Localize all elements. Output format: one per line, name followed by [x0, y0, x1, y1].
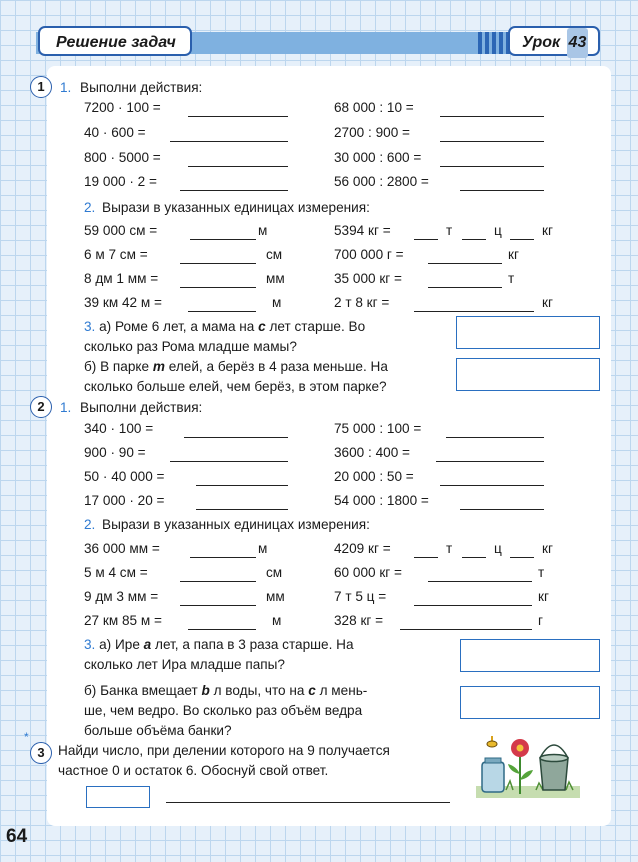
b2-t1-left-0: 340 · 100 =: [84, 421, 154, 436]
b1-t2-left-1: 6 м 7 см =: [84, 247, 148, 262]
answer-line[interactable]: [414, 557, 438, 558]
answer-line[interactable]: [196, 485, 288, 486]
b1-t2-right-0: 5394 кг =: [334, 223, 391, 238]
answer-line[interactable]: [180, 605, 256, 606]
answer-line[interactable]: [440, 116, 544, 117]
variable: b: [201, 683, 210, 698]
b1-t3b-text2: елей, а берёз в 4 раза меньше. На: [168, 359, 388, 374]
b2-t1-left-2: 50 · 40 000 =: [84, 469, 165, 484]
unit-label: т: [508, 271, 515, 286]
answer-line[interactable]: [428, 263, 502, 264]
answer-line[interactable]: [188, 629, 256, 630]
b2-t2-right-0: 4209 кг =: [334, 541, 391, 556]
answer-line[interactable]: [436, 461, 544, 462]
b1-task3-b-line1: [84, 358, 388, 376]
b1-t1-right-0: 68 000 : 10 =: [334, 100, 414, 115]
answer-line[interactable]: [190, 557, 256, 558]
b1-t2-left-3: 39 км 42 м =: [84, 295, 162, 310]
b1-t2-right-3: 2 т 8 кг =: [334, 295, 390, 310]
b2-t2-left-1: 5 м 4 см =: [84, 565, 148, 580]
b1-t3a-text2: лет старше. Во: [269, 319, 366, 334]
answer-line[interactable]: [440, 141, 544, 142]
unit-label: м: [258, 541, 268, 556]
answer-line[interactable]: [462, 239, 486, 240]
b2-t2-right-2: 7 т 5 ц =: [334, 589, 387, 604]
block-1-number: 1: [30, 76, 52, 98]
b2-task3-a-line2: сколько лет Ира младше папы?: [84, 657, 285, 672]
b2-t2-left-3: 27 км 85 м =: [84, 613, 162, 628]
b2-t3a-text2: лет, а папа в 3 раза старше. На: [155, 637, 354, 652]
b1-t1-left-2: 800 · 5000 =: [84, 150, 161, 165]
b2-task3-b-line3: больше объёма банки?: [84, 723, 232, 738]
answer-line[interactable]: [196, 509, 288, 510]
answer-line[interactable]: [446, 437, 544, 438]
b2-task2-number: 2.: [84, 517, 96, 532]
b1-t1-left-0: 7200 · 100 =: [84, 100, 161, 115]
lesson-label: Урок: [522, 34, 561, 51]
b1-t1-right-3: 56 000 : 2800 =: [334, 174, 429, 189]
answer-line[interactable]: [188, 166, 288, 167]
unit-t: т: [446, 541, 453, 556]
answer-box[interactable]: [460, 639, 600, 672]
unit-label: кг: [538, 589, 549, 604]
b2-t2-right-3: 328 кг =: [334, 613, 384, 628]
answer-line[interactable]: [180, 190, 288, 191]
answer-line[interactable]: [428, 581, 532, 582]
page-number: 64: [6, 826, 28, 847]
variable: с: [308, 683, 316, 698]
block-3-number: 3: [30, 742, 52, 764]
b3-line2: частное 0 и остаток 6. Обоснуй свой ответ.: [58, 763, 329, 778]
b2-task1-title: Выполни действия:: [80, 400, 203, 415]
b2-t1-right-2: 20 000 : 50 =: [334, 469, 414, 484]
difficulty-star-icon: *: [24, 730, 29, 744]
b1-t1-left-3: 19 000 · 2 =: [84, 174, 157, 189]
answer-line[interactable]: [460, 190, 544, 191]
b1-t2-unit-3: м: [272, 295, 282, 310]
b2-task2-title: Вырази в указанных единицах измерения:: [102, 517, 370, 532]
unit-c: ц: [494, 541, 502, 556]
variable: с: [258, 319, 266, 334]
b2-t2-right-1: 60 000 кг =: [334, 565, 402, 580]
answer-line[interactable]: [188, 116, 288, 117]
answer-line[interactable]: [440, 166, 544, 167]
unit-c: ц: [494, 223, 502, 238]
unit-label: мм: [266, 589, 285, 604]
b1-t2-unit-2: мм: [266, 271, 285, 286]
variable: т: [152, 359, 165, 374]
b1-task2-number: 2.: [84, 200, 96, 215]
b1-task3-number: 3.: [84, 319, 96, 334]
answer-line[interactable]: [440, 485, 544, 486]
header-stripes: [478, 32, 510, 54]
answer-line[interactable]: [184, 437, 288, 438]
unit-label: кг: [508, 247, 519, 262]
b1-t2-right-1: 700 000 г =: [334, 247, 404, 262]
b1-t2-unit-0: м: [258, 223, 268, 238]
b1-t2-left-2: 8 дм 1 мм =: [84, 271, 159, 286]
b1-task2-title: Вырази в указанных единицах измерения:: [102, 200, 370, 215]
answer-line[interactable]: [170, 461, 288, 462]
b2-t3b-text3: л мень-: [319, 683, 368, 698]
answer-line[interactable]: [510, 557, 534, 558]
b2-t3b-text2: л воды, что на: [213, 683, 305, 698]
answer-box[interactable]: [456, 316, 600, 349]
unit-label: т: [538, 565, 545, 580]
unit-label: м: [272, 613, 282, 628]
b2-t3b-text: б) Банка вмещает: [84, 683, 198, 698]
unit-t: т: [446, 223, 453, 238]
unit-label: см: [266, 565, 283, 580]
answer-line[interactable]: [460, 509, 544, 510]
answer-line[interactable]: [188, 311, 256, 312]
answer-line[interactable]: [414, 311, 534, 312]
b2-task3-a-line1: [84, 636, 354, 654]
b1-t2-left-0: 59 000 см =: [84, 223, 158, 238]
answer-line[interactable]: [170, 141, 288, 142]
answer-line[interactable]: [180, 581, 256, 582]
answer-line[interactable]: [414, 239, 438, 240]
b2-t2-left-0: 36 000 мм =: [84, 541, 160, 556]
b1-t2-right-2: 35 000 кг =: [334, 271, 402, 286]
b2-task3-b-line2: ше, чем ведро. Во сколько раз объём ведра: [84, 703, 363, 718]
b2-t1-right-3: 54 000 : 1800 =: [334, 493, 429, 508]
b2-t1-left-3: 17 000 · 20 =: [84, 493, 165, 508]
b1-t3b-text: б) В парке: [84, 359, 150, 374]
b1-task3-b-line2: сколько больше елей, чем берёз, в этом парке?: [84, 379, 387, 394]
b1-task3-a-line2: сколько раз Рома младше мамы?: [84, 339, 297, 354]
b3-line1: Найди число, при делении которого на 9 получается: [58, 743, 390, 758]
b1-task3-a-line1: [84, 318, 365, 336]
answer-box[interactable]: [456, 358, 600, 391]
answer-line[interactable]: [510, 239, 534, 240]
b2-t1-left-1: 900 · 90 =: [84, 445, 146, 460]
answer-line[interactable]: [180, 287, 256, 288]
variable: а: [143, 637, 152, 652]
answer-box[interactable]: [460, 686, 600, 719]
answer-line[interactable]: [428, 287, 502, 288]
answer-line[interactable]: [462, 557, 486, 558]
lesson-number: 43: [567, 28, 589, 58]
b2-t1-right-0: 75 000 : 100 =: [334, 421, 422, 436]
unit-label: кг: [542, 295, 553, 310]
b2-t1-right-1: 3600 : 400 =: [334, 445, 410, 460]
unit-label: г: [538, 613, 543, 628]
answer-line[interactable]: [414, 605, 532, 606]
section-title: Решение задач: [38, 26, 192, 56]
unit-kg: кг: [542, 223, 553, 238]
b2-task3-b-line1: [84, 682, 367, 700]
answer-line[interactable]: [180, 263, 256, 264]
answer-line[interactable]: [166, 802, 450, 803]
answer-line[interactable]: [190, 239, 256, 240]
answer-line[interactable]: [400, 629, 532, 630]
b2-task1-number: 1.: [60, 400, 72, 415]
b1-t3a-text: а) Роме 6 лет, а мама на: [99, 319, 255, 334]
b2-t3a-text: а) Ире: [99, 637, 140, 652]
b1-t1-right-2: 30 000 : 600 =: [334, 150, 422, 165]
jar-flower-bucket-illustration: [476, 732, 580, 800]
block-2-number: 2: [30, 396, 52, 418]
b1-t1-right-1: 2700 : 900 =: [334, 125, 410, 140]
unit-kg: кг: [542, 541, 553, 556]
lesson-badge: [508, 26, 600, 56]
b2-task3-number: 3.: [84, 637, 96, 652]
b1-t2-unit-1: см: [266, 247, 283, 262]
answer-box[interactable]: [86, 786, 150, 808]
b1-task1-number: 1.: [60, 80, 72, 95]
b2-t2-left-2: 9 дм 3 мм =: [84, 589, 159, 604]
b1-t1-left-1: 40 · 600 =: [84, 125, 146, 140]
b1-task1-title: Выполни действия:: [80, 80, 203, 95]
